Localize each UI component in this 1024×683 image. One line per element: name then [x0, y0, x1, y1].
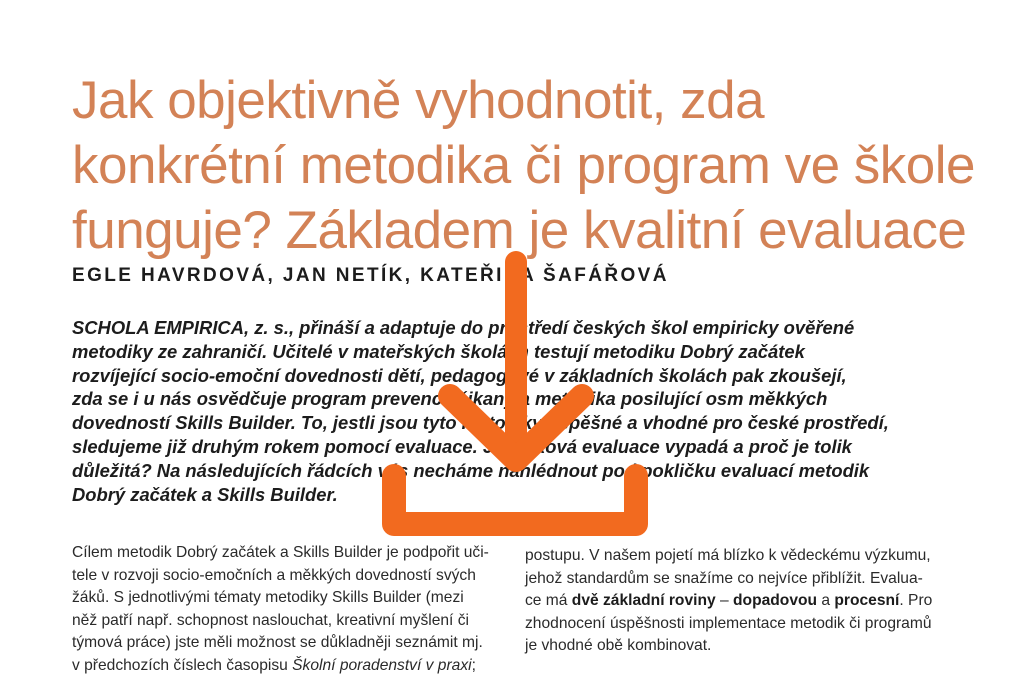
- body-text: –: [715, 592, 734, 609]
- lead-line: rozvíjející socio-emoční dovednosti dětí, pedagogové v základních školách pak zkoušejí,: [72, 364, 847, 386]
- body-line: Cílem metodik Dobrý začátek a Skills Builder je podpořit uči-: [72, 544, 489, 561]
- body-text: . Pro: [899, 592, 933, 609]
- body-line: žáků. S jednotlivými tématy metodiky Skills Builder (mezi: [72, 589, 464, 606]
- body-text: ce má: [525, 592, 572, 609]
- title-line: Jak objektivně vyhodnotit, zda: [72, 70, 765, 130]
- body-line: zhodnocení úspěšnosti implementace metodik či programů: [525, 614, 932, 632]
- journal-name: Školní poradenství v praxi: [292, 656, 472, 674]
- emphasis-text: procesní: [834, 592, 900, 609]
- title-line: funguje? Základem je kvalitní evaluace: [72, 200, 967, 260]
- body-line: [525, 590, 955, 613]
- lead-line: dovedností Skills Builder. To, jestli jsou tyto metodiky úspěšné a vhodné pro české prostředí,: [72, 412, 889, 434]
- lead-line: sledujeme již druhým rokem pomocí evaluace. Jak taková evaluace vypadá a proč je tolik: [72, 435, 852, 457]
- download-tray: [394, 476, 636, 524]
- body-line: týmová práce) jste měli možnost se důkladněji seznámit mj.: [72, 634, 483, 651]
- emphasis-text: dopadovou: [733, 592, 818, 609]
- lead-line: SCHOLA EMPIRICA, z. s., přináší a adaptuje do prostředí českých škol empiricky ověřené: [72, 317, 855, 338]
- lead-line: Dobrý začátek a Skills Builder.: [72, 483, 338, 505]
- lead-line: zda se i u nás osvědčuje program prevence šikany a metodika posilující osm měkkých: [72, 388, 828, 410]
- body-column-right: [525, 545, 955, 658]
- title-line: konkrétní metodika či program ve škole: [72, 135, 976, 195]
- article-authors: EGLE HAVRDOVÁ, JAN NETÍK, KATEŘINA ŠAFÁŘOVÁ: [72, 265, 669, 286]
- body-line: něž patří např. schopnost naslouchat, kreativní myšlení či: [72, 611, 469, 629]
- body-text: ;: [471, 656, 476, 674]
- lead-line: důležitá? Na následujících řádcích vás necháme nahlédnout pod pokličku evaluací metodik: [72, 459, 870, 481]
- body-line: [72, 655, 502, 678]
- body-line: jehož standardům se snažíme co nejvíce přiblížit. Evalua-: [525, 569, 923, 587]
- emphasis-text: dvě základní roviny: [571, 592, 716, 609]
- body-column-left: [72, 542, 502, 677]
- article-title: [72, 68, 1002, 263]
- body-line: tele v rozvoji socio-emočních a měkkých dovedností svých: [72, 566, 476, 584]
- body-line: postupu. V našem pojetí má blízko k vědeckému výzkumu,: [525, 547, 931, 564]
- lead-line: metodiky ze zahraničí. Učitelé v mateřských školách testují metodiku Dobrý začátek: [72, 340, 805, 362]
- download-icon[interactable]: [370, 248, 670, 548]
- body-text: v předchozích číslech časopisu: [72, 656, 293, 674]
- body-text: a: [817, 592, 835, 609]
- body-line: je vhodné obě kombinovat.: [525, 637, 712, 654]
